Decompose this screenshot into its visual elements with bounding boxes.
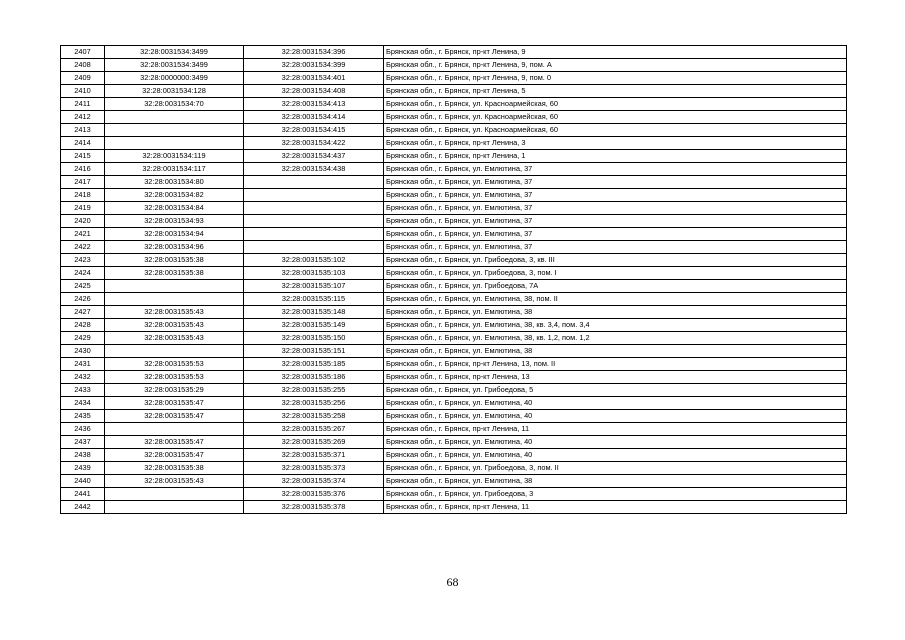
building-cadastral-number-cell: 32:28:0031535:378	[244, 501, 384, 514]
building-cadastral-number-cell: 32:28:0031535:269	[244, 436, 384, 449]
table-row	[61, 46, 847, 59]
address-cell: Брянская обл., г. Брянск, ул. Емлютина, 37	[384, 202, 847, 215]
table-row	[61, 449, 847, 462]
row-number-cell: 2413	[61, 124, 105, 137]
table-row	[61, 319, 847, 332]
row-number-cell: 2428	[61, 319, 105, 332]
address-cell: Брянская обл., г. Брянск, ул. Емлютина, 40	[384, 410, 847, 423]
address-cell: Брянская обл., г. Брянск, пр-кт Ленина, 11	[384, 423, 847, 436]
address-cell: Брянская обл., г. Брянск, пр-кт Ленина, 9, пом. А	[384, 59, 847, 72]
address-cell: Брянская обл., г. Брянск, ул. Красноармейская, 60	[384, 111, 847, 124]
address-cell: Брянская обл., г. Брянск, ул. Емлютина, 38, кв. 3,4, пом. 3,4	[384, 319, 847, 332]
land-cadastral-number-cell: 32:28:0031534:3499	[105, 59, 244, 72]
row-number-cell: 2415	[61, 150, 105, 163]
row-number-cell: 2430	[61, 345, 105, 358]
row-number-cell: 2427	[61, 306, 105, 319]
building-cadastral-number-cell: 32:28:0031534:399	[244, 59, 384, 72]
table-row	[61, 228, 847, 241]
address-cell: Брянская обл., г. Брянск, пр-кт Ленина, 9	[384, 46, 847, 59]
row-number-cell: 2412	[61, 111, 105, 124]
table-row	[61, 280, 847, 293]
land-cadastral-number-cell: 32:28:0031534:80	[105, 176, 244, 189]
address-cell: Брянская обл., г. Брянск, ул. Емлютина, 40	[384, 397, 847, 410]
table-row	[61, 332, 847, 345]
address-cell: Брянская обл., г. Брянск, ул. Грибоедова, 3, пом. I	[384, 267, 847, 280]
address-cell: Брянская обл., г. Брянск, ул. Емлютина, 40	[384, 449, 847, 462]
land-cadastral-number-cell: 32:28:0031535:38	[105, 267, 244, 280]
table-row	[61, 150, 847, 163]
address-cell: Брянская обл., г. Брянск, ул. Емлютина, 38	[384, 475, 847, 488]
table-row	[61, 397, 847, 410]
table-row	[61, 293, 847, 306]
table-row	[61, 163, 847, 176]
land-cadastral-number-cell: 32:28:0031535:43	[105, 475, 244, 488]
land-cadastral-number-cell	[105, 488, 244, 501]
table-row	[61, 371, 847, 384]
address-cell: Брянская обл., г. Брянск, ул. Грибоедова, 3, пом. II	[384, 462, 847, 475]
table-row	[61, 345, 847, 358]
address-cell: Брянская обл., г. Брянск, пр-кт Ленина, 3	[384, 137, 847, 150]
table-row	[61, 306, 847, 319]
building-cadastral-number-cell: 32:28:0031534:413	[244, 98, 384, 111]
land-cadastral-number-cell	[105, 423, 244, 436]
land-cadastral-number-cell: 32:28:0000000:3499	[105, 72, 244, 85]
table-row	[61, 241, 847, 254]
building-cadastral-number-cell: 32:28:0031535:148	[244, 306, 384, 319]
land-cadastral-number-cell: 32:28:0031534:117	[105, 163, 244, 176]
row-number-cell: 2434	[61, 397, 105, 410]
building-cadastral-number-cell: 32:28:0031535:374	[244, 475, 384, 488]
row-number-cell: 2441	[61, 488, 105, 501]
building-cadastral-number-cell: 32:28:0031534:396	[244, 46, 384, 59]
land-cadastral-number-cell: 32:28:0031535:43	[105, 332, 244, 345]
land-cadastral-number-cell: 32:28:0031534:84	[105, 202, 244, 215]
land-cadastral-number-cell: 32:28:0031534:3499	[105, 46, 244, 59]
land-cadastral-number-cell	[105, 137, 244, 150]
address-cell: Брянская обл., г. Брянск, пр-кт Ленина, 9, пом. 0	[384, 72, 847, 85]
building-cadastral-number-cell: 32:28:0031535:150	[244, 332, 384, 345]
land-cadastral-number-cell	[105, 345, 244, 358]
row-number-cell: 2437	[61, 436, 105, 449]
land-cadastral-number-cell	[105, 111, 244, 124]
address-cell: Брянская обл., г. Брянск, ул. Емлютина, 40	[384, 436, 847, 449]
row-number-cell: 2419	[61, 202, 105, 215]
row-number-cell: 2408	[61, 59, 105, 72]
row-number-cell: 2417	[61, 176, 105, 189]
land-cadastral-number-cell: 32:28:0031535:47	[105, 397, 244, 410]
address-cell: Брянская обл., г. Брянск, ул. Грибоедова, 3	[384, 488, 847, 501]
table-row	[61, 111, 847, 124]
building-cadastral-number-cell	[244, 176, 384, 189]
table-row	[61, 176, 847, 189]
building-cadastral-number-cell: 32:28:0031535:186	[244, 371, 384, 384]
table-row	[61, 98, 847, 111]
address-cell: Брянская обл., г. Брянск, ул. Емлютина, 37	[384, 163, 847, 176]
address-cell: Брянская обл., г. Брянск, пр-кт Ленина, 5	[384, 85, 847, 98]
building-cadastral-number-cell	[244, 202, 384, 215]
table-row	[61, 267, 847, 280]
table-row	[61, 501, 847, 514]
building-cadastral-number-cell: 32:28:0031534:414	[244, 111, 384, 124]
table-row	[61, 475, 847, 488]
building-cadastral-number-cell: 32:28:0031535:255	[244, 384, 384, 397]
building-cadastral-number-cell: 32:28:0031535:115	[244, 293, 384, 306]
table-row	[61, 384, 847, 397]
row-number-cell: 2422	[61, 241, 105, 254]
row-number-cell: 2411	[61, 98, 105, 111]
table-row	[61, 436, 847, 449]
land-cadastral-number-cell: 32:28:0031535:43	[105, 306, 244, 319]
building-cadastral-number-cell	[244, 215, 384, 228]
land-cadastral-number-cell: 32:28:0031535:43	[105, 319, 244, 332]
building-cadastral-number-cell: 32:28:0031535:267	[244, 423, 384, 436]
row-number-cell: 2423	[61, 254, 105, 267]
building-cadastral-number-cell: 32:28:0031534:401	[244, 72, 384, 85]
address-cell: Брянская обл., г. Брянск, ул. Грибоедова, 7А	[384, 280, 847, 293]
cadastral-registry-table	[60, 45, 847, 514]
building-cadastral-number-cell: 32:28:0031535:107	[244, 280, 384, 293]
land-cadastral-number-cell: 32:28:0031535:47	[105, 449, 244, 462]
building-cadastral-number-cell: 32:28:0031535:102	[244, 254, 384, 267]
building-cadastral-number-cell: 32:28:0031535:373	[244, 462, 384, 475]
row-number-cell: 2442	[61, 501, 105, 514]
row-number-cell: 2418	[61, 189, 105, 202]
table-row	[61, 215, 847, 228]
building-cadastral-number-cell	[244, 189, 384, 202]
table-row	[61, 254, 847, 267]
table-row	[61, 189, 847, 202]
row-number-cell: 2421	[61, 228, 105, 241]
address-cell: Брянская обл., г. Брянск, пр-кт Ленина, 1	[384, 150, 847, 163]
address-cell: Брянская обл., г. Брянск, ул. Емлютина, 38, пом. II	[384, 293, 847, 306]
row-number-cell: 2409	[61, 72, 105, 85]
land-cadastral-number-cell	[105, 501, 244, 514]
building-cadastral-number-cell: 32:28:0031535:371	[244, 449, 384, 462]
table-row	[61, 358, 847, 371]
row-number-cell: 2425	[61, 280, 105, 293]
land-cadastral-number-cell: 32:28:0031535:38	[105, 254, 244, 267]
building-cadastral-number-cell: 32:28:0031535:376	[244, 488, 384, 501]
row-number-cell: 2435	[61, 410, 105, 423]
row-number-cell: 2407	[61, 46, 105, 59]
land-cadastral-number-cell	[105, 293, 244, 306]
address-cell: Брянская обл., г. Брянск, ул. Емлютина, 37	[384, 189, 847, 202]
address-cell: Брянская обл., г. Брянск, ул. Емлютина, 38, кв. 1,2, пом. 1,2	[384, 332, 847, 345]
table-row	[61, 85, 847, 98]
land-cadastral-number-cell: 32:28:0031534:119	[105, 150, 244, 163]
address-cell: Брянская обл., г. Брянск, ул. Емлютина, 38	[384, 345, 847, 358]
row-number-cell: 2429	[61, 332, 105, 345]
row-number-cell: 2440	[61, 475, 105, 488]
land-cadastral-number-cell: 32:28:0031535:53	[105, 358, 244, 371]
address-cell: Брянская обл., г. Брянск, пр-кт Ленина, 13	[384, 371, 847, 384]
land-cadastral-number-cell: 32:28:0031534:94	[105, 228, 244, 241]
table-row	[61, 462, 847, 475]
table-row	[61, 410, 847, 423]
building-cadastral-number-cell: 32:28:0031534:422	[244, 137, 384, 150]
table-row	[61, 72, 847, 85]
building-cadastral-number-cell: 32:28:0031534:437	[244, 150, 384, 163]
row-number-cell: 2416	[61, 163, 105, 176]
land-cadastral-number-cell: 32:28:0031535:29	[105, 384, 244, 397]
land-cadastral-number-cell: 32:28:0031535:47	[105, 436, 244, 449]
row-number-cell: 2439	[61, 462, 105, 475]
row-number-cell: 2414	[61, 137, 105, 150]
row-number-cell: 2431	[61, 358, 105, 371]
land-cadastral-number-cell	[105, 124, 244, 137]
address-cell: Брянская обл., г. Брянск, ул. Емлютина, 37	[384, 176, 847, 189]
table-body	[61, 46, 847, 514]
building-cadastral-number-cell: 32:28:0031535:258	[244, 410, 384, 423]
building-cadastral-number-cell: 32:28:0031535:256	[244, 397, 384, 410]
building-cadastral-number-cell: 32:28:0031534:415	[244, 124, 384, 137]
address-cell: Брянская обл., г. Брянск, ул. Емлютина, 37	[384, 241, 847, 254]
land-cadastral-number-cell	[105, 280, 244, 293]
land-cadastral-number-cell: 32:28:0031535:47	[105, 410, 244, 423]
land-cadastral-number-cell: 32:28:0031534:128	[105, 85, 244, 98]
row-number-cell: 2424	[61, 267, 105, 280]
row-number-cell: 2436	[61, 423, 105, 436]
address-cell: Брянская обл., г. Брянск, пр-кт Ленина, 11	[384, 501, 847, 514]
table-row	[61, 124, 847, 137]
row-number-cell: 2426	[61, 293, 105, 306]
table-row	[61, 423, 847, 436]
land-cadastral-number-cell: 32:28:0031535:38	[105, 462, 244, 475]
address-cell: Брянская обл., г. Брянск, ул. Емлютина, 37	[384, 215, 847, 228]
land-cadastral-number-cell: 32:28:0031534:82	[105, 189, 244, 202]
address-cell: Брянская обл., г. Брянск, ул. Грибоедова, 3, кв. III	[384, 254, 847, 267]
land-cadastral-number-cell: 32:28:0031535:53	[105, 371, 244, 384]
land-cadastral-number-cell: 32:28:0031534:96	[105, 241, 244, 254]
table-row	[61, 202, 847, 215]
address-cell: Брянская обл., г. Брянск, ул. Грибоедова, 5	[384, 384, 847, 397]
row-number-cell: 2433	[61, 384, 105, 397]
table-row	[61, 488, 847, 501]
building-cadastral-number-cell: 32:28:0031535:151	[244, 345, 384, 358]
page-number: 68	[446, 575, 459, 589]
address-cell: Брянская обл., г. Брянск, ул. Красноармейская, 60	[384, 124, 847, 137]
row-number-cell: 2410	[61, 85, 105, 98]
address-cell: Брянская обл., г. Брянск, ул. Емлютина, 37	[384, 228, 847, 241]
building-cadastral-number-cell: 32:28:0031535:103	[244, 267, 384, 280]
address-cell: Брянская обл., г. Брянск, ул. Емлютина, 38	[384, 306, 847, 319]
building-cadastral-number-cell	[244, 241, 384, 254]
row-number-cell: 2432	[61, 371, 105, 384]
building-cadastral-number-cell: 32:28:0031535:185	[244, 358, 384, 371]
building-cadastral-number-cell: 32:28:0031534:438	[244, 163, 384, 176]
land-cadastral-number-cell: 32:28:0031534:93	[105, 215, 244, 228]
table-row	[61, 59, 847, 72]
building-cadastral-number-cell: 32:28:0031534:408	[244, 85, 384, 98]
address-cell: Брянская обл., г. Брянск, пр-кт Ленина, 13, пом. II	[384, 358, 847, 371]
building-cadastral-number-cell: 32:28:0031535:149	[244, 319, 384, 332]
table-row	[61, 137, 847, 150]
building-cadastral-number-cell	[244, 228, 384, 241]
row-number-cell: 2420	[61, 215, 105, 228]
address-cell: Брянская обл., г. Брянск, ул. Красноармейская, 60	[384, 98, 847, 111]
row-number-cell: 2438	[61, 449, 105, 462]
land-cadastral-number-cell: 32:28:0031534:70	[105, 98, 244, 111]
